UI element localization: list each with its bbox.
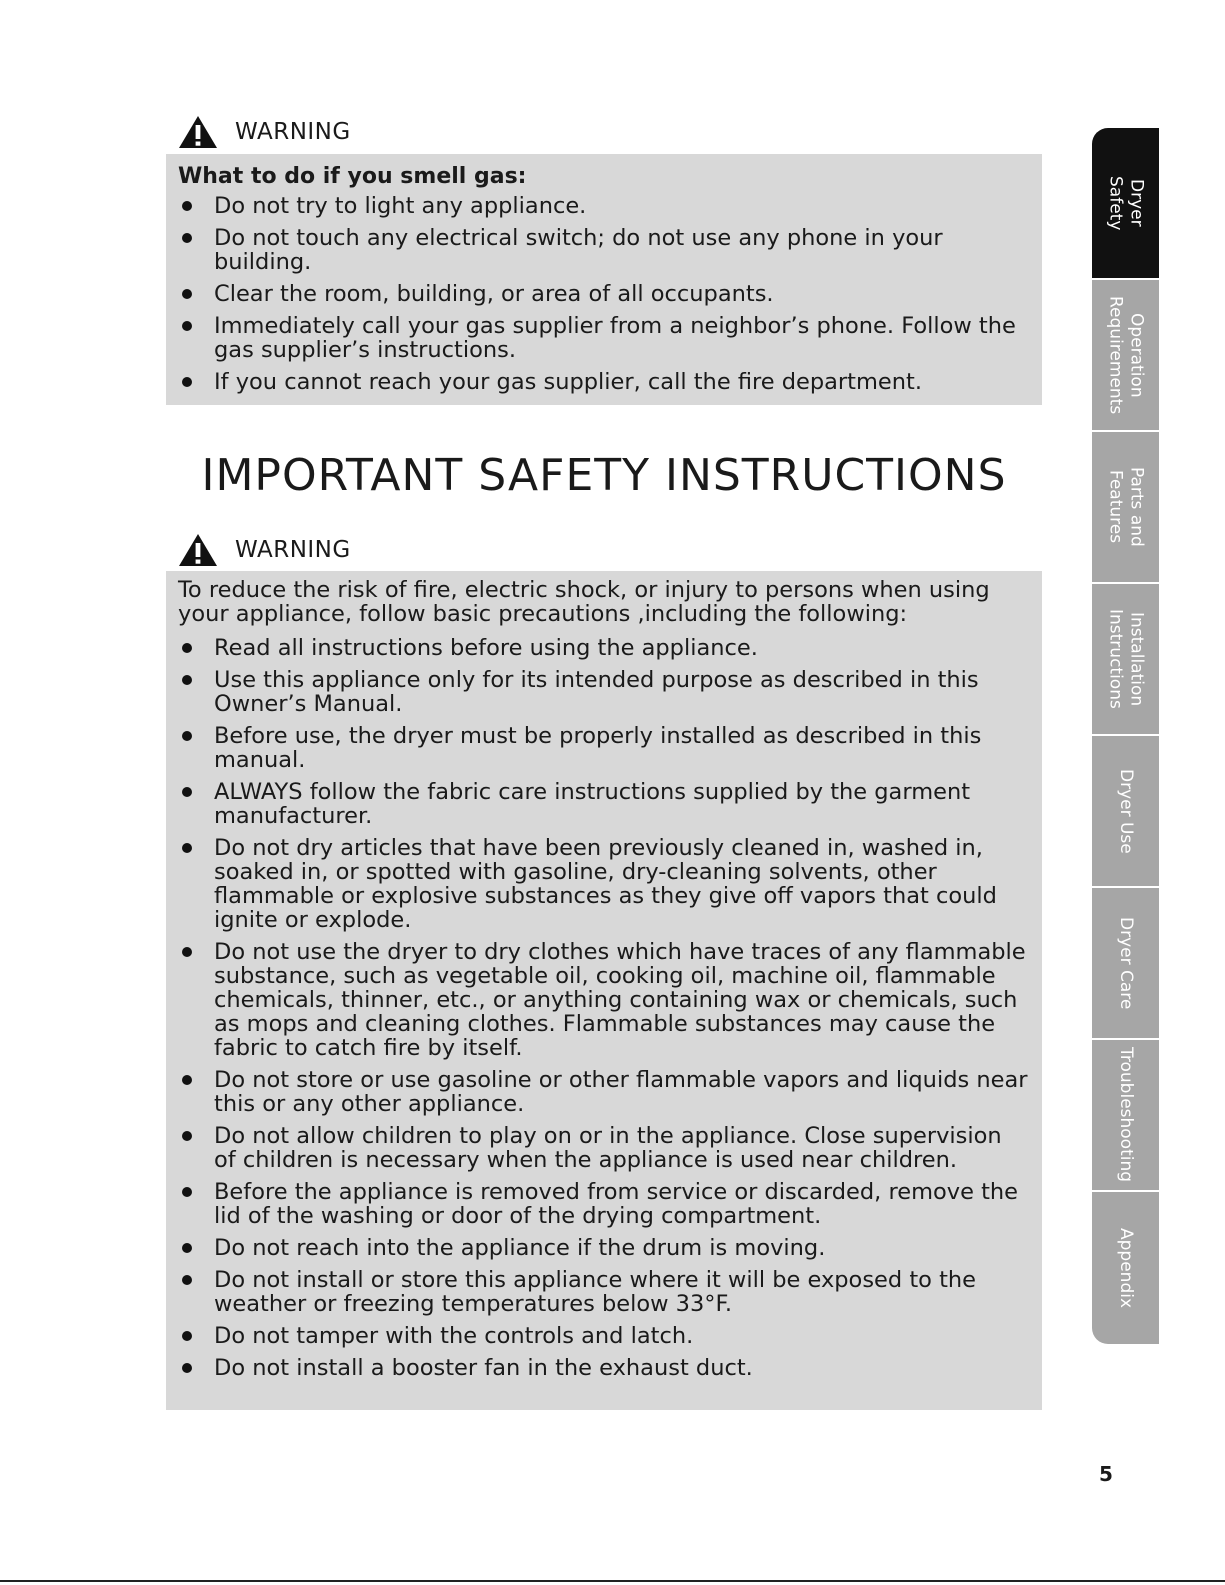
list-item: Do not allow children to play on or in the appliance. Close supervision of children is necessary when the appliance is used near children. xyxy=(178,1124,1030,1172)
tab-dryer-care[interactable] xyxy=(1092,888,1159,1040)
warning-triangle-icon xyxy=(177,532,219,568)
list-item: Immediately call your gas supplier from a neighbor’s phone. Follow the gas supplier’s instructions. xyxy=(178,314,1030,362)
tab-parts-and-features[interactable] xyxy=(1092,432,1159,584)
warning-header-2 xyxy=(177,532,351,568)
list-item: Before the appliance is removed from service or discarded, remove the lid of the washing or door of the drying compartment. xyxy=(178,1180,1030,1228)
safety-warning-list xyxy=(178,636,1030,1380)
page-number: 5 xyxy=(1099,1462,1113,1486)
tab-label: Parts and Features xyxy=(1105,467,1147,547)
list-item: Do not dry articles that have been previously cleaned in, washed in, soaked in, or spotted with gasoline, dry-cleaning solvents, other flammable or explosive substances as they give off vapors that could ignite or explode. xyxy=(178,836,1030,932)
list-item: Before use, the dryer must be properly installed as described in this manual. xyxy=(178,724,1030,772)
gas-warning-list xyxy=(178,194,1030,394)
page-bottom-rule xyxy=(0,1580,1225,1582)
gas-warning-box xyxy=(166,154,1042,405)
tab-label: Installation Instructions xyxy=(1105,609,1147,709)
safety-warning-intro: To reduce the risk of fire, electric shock, or injury to persons when using your appliance, follow basic precautions ,including the following: xyxy=(178,577,990,627)
tab-troubleshooting[interactable] xyxy=(1092,1040,1159,1192)
tab-label: Dryer Safety xyxy=(1105,175,1147,231)
tab-label: Dryer Use xyxy=(1116,768,1136,854)
warning-header-1 xyxy=(177,114,351,150)
list-item: ALWAYS follow the fabric care instructions supplied by the garment manufacturer. xyxy=(178,780,1030,828)
tab-label: Dryer Care xyxy=(1116,916,1136,1010)
page-title: IMPORTANT SAFETY INSTRUCTIONS xyxy=(201,450,1007,501)
list-item: Do not touch any electrical switch; do not use any phone in your building. xyxy=(178,226,1030,274)
tab-installation-instructions[interactable] xyxy=(1092,584,1159,736)
gas-warning-title: What to do if you smell gas: xyxy=(178,164,527,189)
tab-label: Operation Requirements xyxy=(1105,295,1147,415)
tab-appendix[interactable] xyxy=(1092,1192,1159,1344)
tab-label: Troubleshooting xyxy=(1116,1047,1136,1183)
list-item: Do not try to light any appliance. xyxy=(178,194,1030,218)
warning-label: WARNING xyxy=(235,119,351,145)
warning-triangle-icon xyxy=(177,114,219,150)
list-item: Do not install a booster fan in the exhaust duct. xyxy=(178,1356,1030,1380)
list-item: Use this appliance only for its intended purpose as described in this Owner’s Manual. xyxy=(178,668,1030,716)
list-item: Do not tamper with the controls and latch. xyxy=(178,1324,1030,1348)
list-item: Clear the room, building, or area of all occupants. xyxy=(178,282,1030,306)
tab-label: Appendix xyxy=(1116,1227,1136,1309)
section-tabs xyxy=(1092,128,1159,1344)
list-item: If you cannot reach your gas supplier, call the fire department. xyxy=(178,370,1030,394)
safety-warning-box xyxy=(166,571,1042,1410)
list-item: Do not reach into the appliance if the drum is moving. xyxy=(178,1236,1030,1260)
list-item: Do not use the dryer to dry clothes which have traces of any flammable substance, such as vegetable oil, cooking oil, machine oil, flammable chemicals, thinner, etc., or anything containing wax or chemicals, such as mops and cleaning clothes. Flammable substances may cause the fabric to catch fire by itself. xyxy=(178,940,1030,1060)
warning-label: WARNING xyxy=(235,537,351,563)
tab-dryer-safety[interactable] xyxy=(1092,128,1159,280)
list-item: Read all instructions before using the appliance. xyxy=(178,636,1030,660)
tab-operation-requirements[interactable] xyxy=(1092,280,1159,432)
list-item: Do not install or store this appliance where it will be exposed to the weather or freezing temperatures below 33°F. xyxy=(178,1268,1030,1316)
tab-dryer-use[interactable] xyxy=(1092,736,1159,888)
list-item: Do not store or use gasoline or other flammable vapors and liquids near this or any other appliance. xyxy=(178,1068,1030,1116)
